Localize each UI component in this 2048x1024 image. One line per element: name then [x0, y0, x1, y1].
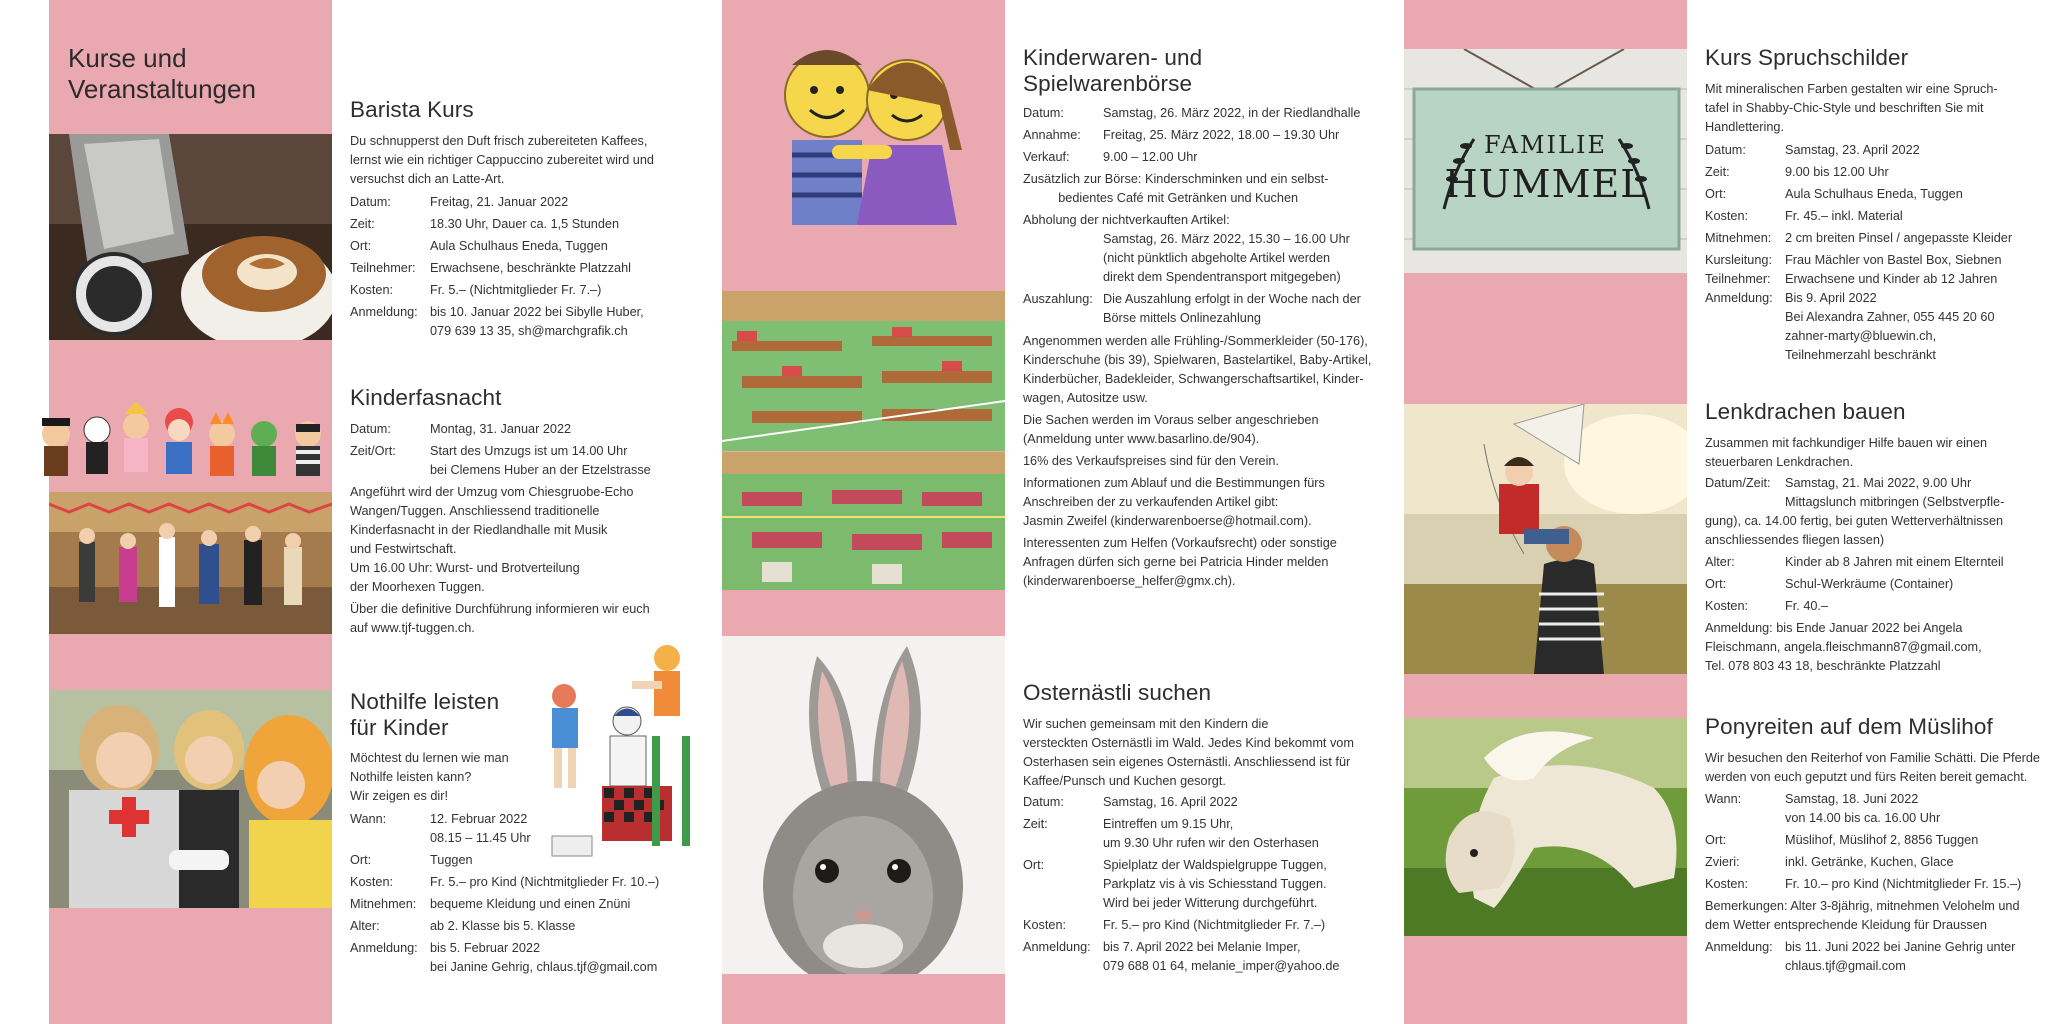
boerse-pickup-label: Abholung der nichtverkauften Artikel: — [1023, 213, 1230, 228]
detail-value: Fr. 5.– pro Kind (Nichtmitglieder Fr. 7.–) — [1103, 918, 1326, 933]
detail-label: Mitnehmen: — [350, 897, 417, 912]
detail-value: Samstag, 23. April 2022 — [1785, 143, 1920, 157]
boerse-hall-photo-2 — [722, 452, 1005, 590]
detail-label: Kosten: — [1705, 599, 1749, 614]
detail-label: Anmeldung: — [350, 941, 418, 956]
detail-label: Wann: — [1705, 792, 1742, 806]
detail-label: Alter: — [350, 919, 380, 934]
detail-row — [350, 810, 690, 848]
pony-photo — [1404, 718, 1687, 936]
detail-value: Bis 9. April 2022 Bei Alexandra Zahner, 055 445 20 60 zahner-marty@bluewin.ch, Teilnehmerzahl beschränkt — [1785, 291, 1995, 363]
detail-label: Kursleitung: — [1705, 253, 1772, 268]
detail-label: Anmeldung: — [1705, 940, 1773, 955]
detail-label: Zeit: — [1705, 165, 1730, 180]
detail-label: Datum: — [1023, 795, 1064, 809]
pony-intro: Wir besuchen den Reiterhof von Familie Schätti. Die Pferde werden von euch geputzt und fürs Reiten bereit gemacht. — [1705, 751, 2040, 785]
detail-label: Anmeldung: — [350, 305, 418, 320]
detail-value: inkl. Getränke, Kuchen, Glace — [1785, 855, 1954, 870]
sign-photo — [1404, 49, 1687, 273]
ostern-details — [1023, 793, 1373, 979]
detail-value: bis 7. April 2022 bei Melanie Imper, 079 688 01 64, melanie_imper@yahoo.de — [1103, 940, 1340, 974]
bunny-photo — [722, 636, 1005, 974]
boerse-accepted: Angenommen werden alle Frühling-/Sommerkleider (50-176), Kinderschuhe (bis 39), Spielwaren, Bastelartikel, Baby-Artikel, Kinderbücher, Badekleider, Schwangerschaftsartikel, Kinder- wagen, Autositze usw. — [1023, 333, 1372, 405]
detail-row — [350, 237, 690, 256]
ostern-intro: Wir suchen gemeinsam mit den Kindern die versteckten Osternästli im Wald. Jedes Kind bekommt vom Osterhasen sein eigenes Osternästli. Anschliessend ist für Kaffee/Punsch und Kuchen gesorgt. — [1023, 717, 1354, 789]
detail-value: Aula Schulhaus Eneda, Tuggen — [1785, 187, 1963, 202]
detail-label: Kosten: — [1705, 209, 1749, 224]
detail-value: Fr. 45.– inkl. Material — [1785, 209, 1903, 224]
detail-row — [1023, 148, 1373, 167]
nothilfe-photo — [49, 690, 332, 908]
detail-row — [350, 442, 690, 480]
detail-row — [1705, 251, 2045, 270]
detail-label: Kosten: — [1705, 877, 1749, 892]
boerse-hall-photo-1 — [722, 291, 1005, 451]
pony-details — [1705, 790, 2045, 979]
detail-label: Ort: — [1705, 833, 1727, 848]
detail-value: Fr. 40.– — [1785, 599, 1829, 614]
boerse-extra: Zusätzlich zur Börse: Kinderschminken und ein selbst- bedientes Café mit Getränken und Kuchen — [1023, 172, 1329, 206]
detail-label: Zeit/Ort: — [350, 444, 396, 459]
nothilfe-intro: Möchtest du lernen wie man Nothilfe leisten kann? Wir zeigen es dir! — [350, 751, 509, 804]
detail-row — [1023, 938, 1373, 976]
detail-label: Datum/Zeit: — [1705, 476, 1771, 490]
detail-row — [1705, 141, 2045, 160]
detail-label: Datum: — [1023, 106, 1064, 120]
detail-label: Ort: — [350, 239, 372, 254]
detail-row — [1705, 853, 2045, 872]
detail-value: 12. Februar 2022 08.15 – 11.45 Uhr — [430, 812, 531, 846]
detail-value: 9.00 bis 12.00 Uhr — [1785, 165, 1889, 180]
detail-row — [350, 917, 690, 936]
detail-row — [350, 420, 690, 439]
detail-row — [1705, 474, 2045, 512]
detail-row — [1705, 575, 2045, 594]
fasnacht-details — [350, 420, 690, 642]
detail-row — [1705, 790, 2045, 828]
detail-label: Datum: — [1705, 143, 1746, 157]
detail-row — [1023, 126, 1373, 145]
barista-details — [350, 193, 690, 344]
barista-title: Barista Kurs — [350, 97, 474, 122]
detail-value: Frau Mächler von Bastel Box, Siebnen — [1785, 253, 2002, 268]
fasnacht-description: Angeführt wird der Umzug vom Chiesgruobe-Echo Wangen/Tuggen. Anschliessend traditionelle Kinderfasnacht in der Riedlandhalle mit Musik und Festwirtschaft. Um 16.00 Uhr: Wurst- und Brotverteilung der Moorhexen Tuggen. — [350, 485, 634, 595]
detail-row — [350, 259, 690, 278]
detail-row — [350, 873, 690, 892]
detail-value: Start des Umzugs ist um 14.00 Uhr bei Clemens Huber an der Etzelstrasse — [430, 444, 651, 478]
boerse-helpers: Interessenten zum Helfen (Vorkaufsrecht) oder sonstige Anfragen dürfen sich gerne bei Patricia Hinder melden (kinderwarenboerse_helfer@gmx.ch). — [1023, 535, 1337, 589]
detail-value: Spielplatz der Waldspielgruppe Tuggen, Parkplatz vis à vis Schiesstand Tuggen. Wird bei jeder Witterung durchgeführt. — [1103, 858, 1327, 911]
detail-label: Anmeldung: — [1705, 291, 1773, 306]
detail-label: Ort: — [350, 853, 372, 868]
detail-row — [1705, 875, 2045, 894]
detail-value: Montag, 31. Januar 2022 — [430, 422, 572, 436]
detail-row — [1023, 104, 1373, 123]
detail-row — [1705, 289, 2045, 365]
detail-label: Zeit: — [350, 217, 375, 232]
detail-row — [350, 215, 690, 234]
sign-text-line1: FAMILIE — [1484, 131, 1607, 159]
detail-label: Teilnehmer: — [350, 261, 416, 276]
drachen-registration: Anmeldung: bis Ende Januar 2022 bei Angela Fleischmann, angela.fleischmann87@gmail.com, Tel. 078 803 43 18, beschränkte Platzzahl — [1705, 621, 1982, 674]
detail-value: Schul-Werkräume (Container) — [1785, 577, 1954, 592]
detail-label: Wann: — [350, 812, 387, 826]
drachen-intro: Zusammen mit fachkundiger Hilfe bauen wir einen steuerbaren Lenkdrachen. — [1705, 436, 1988, 470]
detail-row — [350, 193, 690, 212]
boerse-title: Kinderwaren- und Spielwarenbörse — [1023, 45, 1203, 96]
pony-title: Ponyreiten auf dem Müslihof — [1705, 714, 1993, 739]
detail-row — [1705, 597, 2045, 616]
sign-text-line2: HUMMEL — [1444, 162, 1647, 206]
detail-label: Datum: — [350, 422, 391, 436]
detail-value: 9.00 – 12.00 Uhr — [1103, 150, 1198, 165]
detail-label: Kosten: — [1023, 918, 1067, 933]
detail-value: bis 10. Januar 2022 bei Sibylle Huber, 079 639 13 35, sh@marchgrafik.ch — [430, 305, 644, 339]
spruch-details — [1705, 141, 2045, 369]
barista-intro: Du schnupperst den Duft frisch zubereiteten Kaffees, lernst wie ein richtiger Cappuccino zubereitet wird und versuchst dich an Latte-Art. — [350, 134, 654, 187]
detail-row — [1705, 553, 2045, 572]
detail-row — [1705, 229, 2045, 248]
detail-value: Müslihof, Müslihof 2, 8856 Tuggen — [1785, 833, 1979, 848]
friends-illustration — [752, 35, 982, 235]
boerse-pickup-value: Samstag, 26. März 2022, 15.30 – 16.00 Uhr (nicht pünktlich abgeholte Artikel werden direkt dem Spendentransport mitgegeben) — [1103, 232, 1350, 285]
detail-value: bis 5. Februar 2022 bei Janine Gehrig, chlaus.tjf@gmail.com — [430, 941, 658, 975]
detail-row — [1023, 916, 1373, 935]
fasnacht-info: Über die definitive Durchführung informieren wir euch auf www.tjf-tuggen.ch. — [350, 602, 650, 636]
pony-remarks: Bemerkungen: Alter 3-8jährig, mitnehmen Velohelm und dem Wetter entsprechende Kleidung für Draussen — [1705, 899, 2020, 933]
detail-label: Kosten: — [350, 875, 394, 890]
boerse-share: 16% des Verkaufspreises sind für den Verein. — [1023, 453, 1280, 468]
detail-value: bequeme Kleidung und einen Znüni — [430, 897, 631, 912]
detail-row — [350, 939, 690, 977]
detail-row — [1705, 270, 2045, 289]
kite-photo — [1404, 404, 1687, 674]
detail-value: bis 11. Juni 2022 bei Janine Gehrig unter chlaus.tjf@gmail.com — [1785, 940, 2016, 974]
detail-value: 2 cm breiten Pinsel / angepasste Kleider — [1785, 231, 2013, 246]
detail-row — [350, 851, 690, 870]
detail-value: Eintreffen um 9.15 Uhr, um 9.30 Uhr rufen wir den Osterhasen — [1103, 817, 1319, 851]
drachen-title: Lenkdrachen bauen — [1705, 399, 1906, 424]
boerse-labeling: Die Sachen werden im Voraus selber angeschrieben (Anmeldung unter www.basarlino.de/904). — [1023, 412, 1319, 446]
fasnacht-party-photo — [49, 492, 332, 634]
detail-value: Erwachsene, beschränkte Platzzahl — [430, 261, 631, 276]
detail-row — [1705, 163, 2045, 182]
detail-label: Ort: — [1705, 187, 1727, 202]
detail-row — [1023, 856, 1373, 913]
fasnacht-characters-illustration — [34, 394, 344, 492]
spruch-title: Kurs Spruchschilder — [1705, 45, 1909, 70]
boerse-details — [1023, 104, 1373, 594]
detail-label: Ort: — [1705, 577, 1727, 592]
detail-value: Samstag, 21. Mai 2022, 9.00 Uhr Mittagslunch mitbringen (Selbstverpfle- — [1785, 476, 2005, 510]
nothilfe-details — [350, 810, 690, 980]
detail-label: Anmeldung: — [1023, 940, 1091, 955]
detail-value: Tuggen — [430, 853, 473, 868]
detail-value: Freitag, 25. März 2022, 18.00 – 19.30 Uhr — [1103, 128, 1340, 143]
detail-row — [350, 303, 690, 341]
main-heading: Kurse und Veranstaltungen — [68, 43, 256, 105]
detail-label: Kosten: — [350, 283, 394, 298]
detail-label: Zvieri: — [1705, 855, 1740, 870]
boerse-info: Informationen zum Ablauf und die Bestimmungen fürs Anschreiben der zu verkaufenden Artikel gibt: Jasmin Zweifel (kinderwarenboerse@hotmail.com). — [1023, 475, 1325, 528]
detail-label: Annahme: — [1023, 128, 1081, 143]
fasnacht-title: Kinderfasnacht — [350, 385, 502, 410]
detail-value: Fr. 5.– pro Kind (Nichtmitglieder Fr. 10.–) — [430, 875, 660, 890]
barista-photo — [49, 134, 332, 340]
detail-row — [1023, 815, 1373, 853]
detail-value: Kinder ab 8 Jahren mit einem Elternteil — [1785, 555, 2004, 570]
detail-row — [1023, 793, 1373, 812]
detail-row — [1023, 290, 1373, 328]
detail-row — [1705, 831, 2045, 850]
detail-value: ab 2. Klasse bis 5. Klasse — [430, 919, 576, 934]
detail-row — [1705, 207, 2045, 226]
detail-row — [1705, 938, 2045, 976]
detail-value: Aula Schulhaus Eneda, Tuggen — [430, 239, 608, 254]
detail-value: Samstag, 26. März 2022, in der Riedlandhalle — [1103, 106, 1361, 120]
detail-row — [1705, 185, 2045, 204]
detail-label: Ort: — [1023, 858, 1045, 873]
detail-value: 18.30 Uhr, Dauer ca. 1,5 Stunden — [430, 217, 620, 232]
detail-label: Zeit: — [1023, 817, 1048, 832]
barista-badge-text — [59, 330, 60, 331]
drachen-date-continuation: gung), ca. 14.00 fertig, bei guten Wetterverhältnissen anschliessendes fliegen lassen) — [1705, 514, 2004, 548]
nothilfe-title: Nothilfe leisten für Kinder — [350, 689, 500, 740]
detail-label: Teilnehmer: — [1705, 272, 1771, 287]
detail-label: Auszahlung: — [1023, 292, 1093, 307]
spruch-intro: Mit mineralischen Farben gestalten wir eine Spruch- tafel in Shabby-Chic-Style und beschriften Sie mit Handlettering. — [1705, 82, 1998, 135]
detail-label: Alter: — [1705, 555, 1735, 570]
detail-value: Fr. 10.– pro Kind (Nichtmitglieder Fr. 15.–) — [1785, 877, 2022, 892]
detail-value: Samstag, 16. April 2022 — [1103, 795, 1238, 809]
detail-value: Erwachsene und Kinder ab 12 Jahren — [1785, 272, 1998, 287]
detail-row — [350, 281, 690, 300]
ostern-title: Osternästli suchen — [1023, 680, 1212, 705]
detail-row — [350, 895, 690, 914]
detail-value: Fr. 5.– (Nichtmitglieder Fr. 7.–) — [430, 283, 602, 298]
drachen-details — [1705, 474, 2045, 679]
detail-label: Mitnehmen: — [1705, 231, 1772, 246]
detail-label: Verkauf: — [1023, 150, 1070, 165]
detail-value: Samstag, 18. Juni 2022 von 14.00 bis ca. 16.00 Uhr — [1785, 792, 1941, 826]
detail-value: Freitag, 21. Januar 2022 — [430, 195, 569, 209]
detail-label: Datum: — [350, 195, 391, 209]
detail-value: Die Auszahlung erfolgt in der Woche nach der Börse mittels Onlinezahlung — [1103, 292, 1361, 326]
